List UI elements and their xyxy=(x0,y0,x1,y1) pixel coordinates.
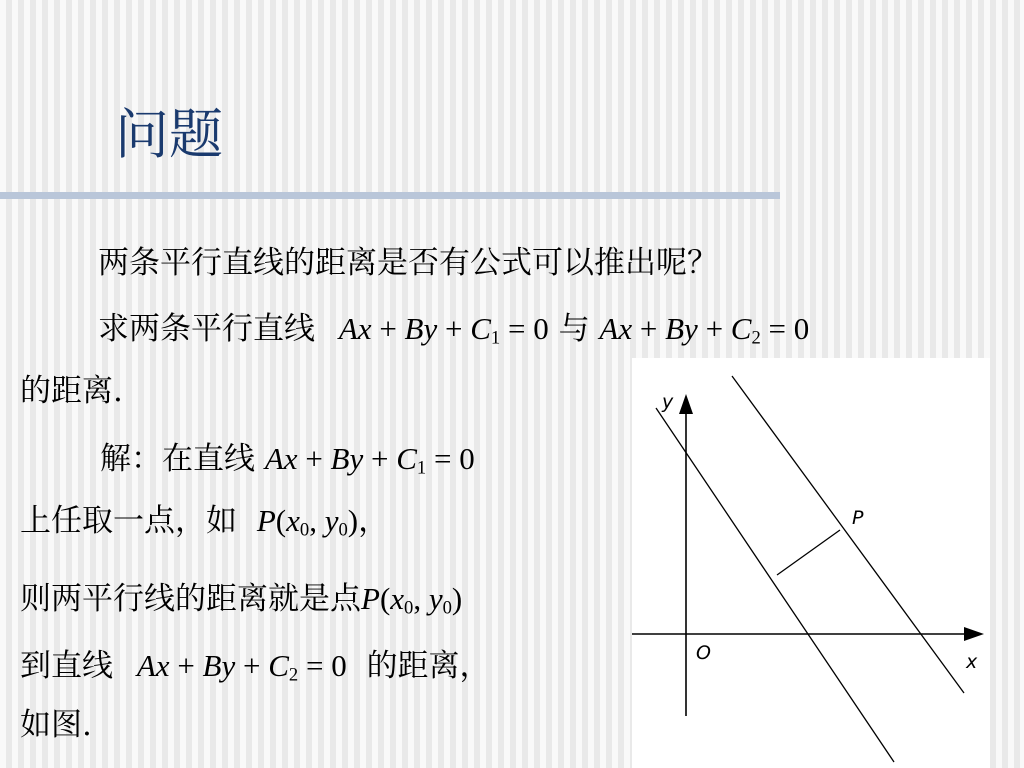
perpendicular-segment xyxy=(777,530,840,575)
solution-equation: $Ax + By + C_1 = 0$ xyxy=(264,441,475,479)
as-figure-text: 如图. xyxy=(20,707,92,743)
task-line xyxy=(98,313,809,348)
point-p-coordinates-2: $P(x_0$, $y_0$) xyxy=(361,581,463,619)
y-axis-arrow xyxy=(679,394,693,414)
to-line-line xyxy=(20,650,491,685)
task-prefix: 求两条平行直线 xyxy=(98,311,315,347)
title-divider xyxy=(0,192,780,199)
distance-line xyxy=(20,583,462,618)
parallel-lines-figure xyxy=(632,358,990,768)
line-1 xyxy=(656,408,894,762)
y-axis-label: y xyxy=(662,391,674,413)
distance-suffix: 的距离， xyxy=(366,648,491,684)
to-line-text: 到直线 xyxy=(20,648,113,684)
take-point-text: 上任取一点，如 xyxy=(20,503,237,539)
question-line: 两条平行直线的距离是否有公式可以推出呢？ xyxy=(98,245,718,281)
equation-line-1: $Ax + By + C_1 = 0$ xyxy=(338,311,549,349)
connector-text: 与 xyxy=(558,311,590,347)
distance-text: 则两平行线的距离就是点 xyxy=(20,581,361,617)
slide-title: 问题 xyxy=(115,103,223,166)
take-point-line xyxy=(20,505,389,540)
origin-label: O xyxy=(696,642,711,664)
solution-prefix: 解：在直线 xyxy=(100,441,255,477)
task-suffix: 的距离. xyxy=(20,373,123,409)
comma: ， xyxy=(358,503,390,539)
point-p-coordinates: $P(x_0$, $y_0$) xyxy=(256,503,359,541)
point-p-label: P xyxy=(852,507,864,529)
equation-line-3: $Ax + By + C_2 = 0$ xyxy=(136,648,347,686)
equation-line-2: $Ax + By + C_2 = 0$ xyxy=(599,311,810,349)
line-2 xyxy=(732,376,964,693)
x-axis-arrow xyxy=(964,627,984,641)
figure-svg xyxy=(632,358,990,768)
x-axis-label: x xyxy=(966,651,978,673)
solution-line xyxy=(100,443,475,478)
